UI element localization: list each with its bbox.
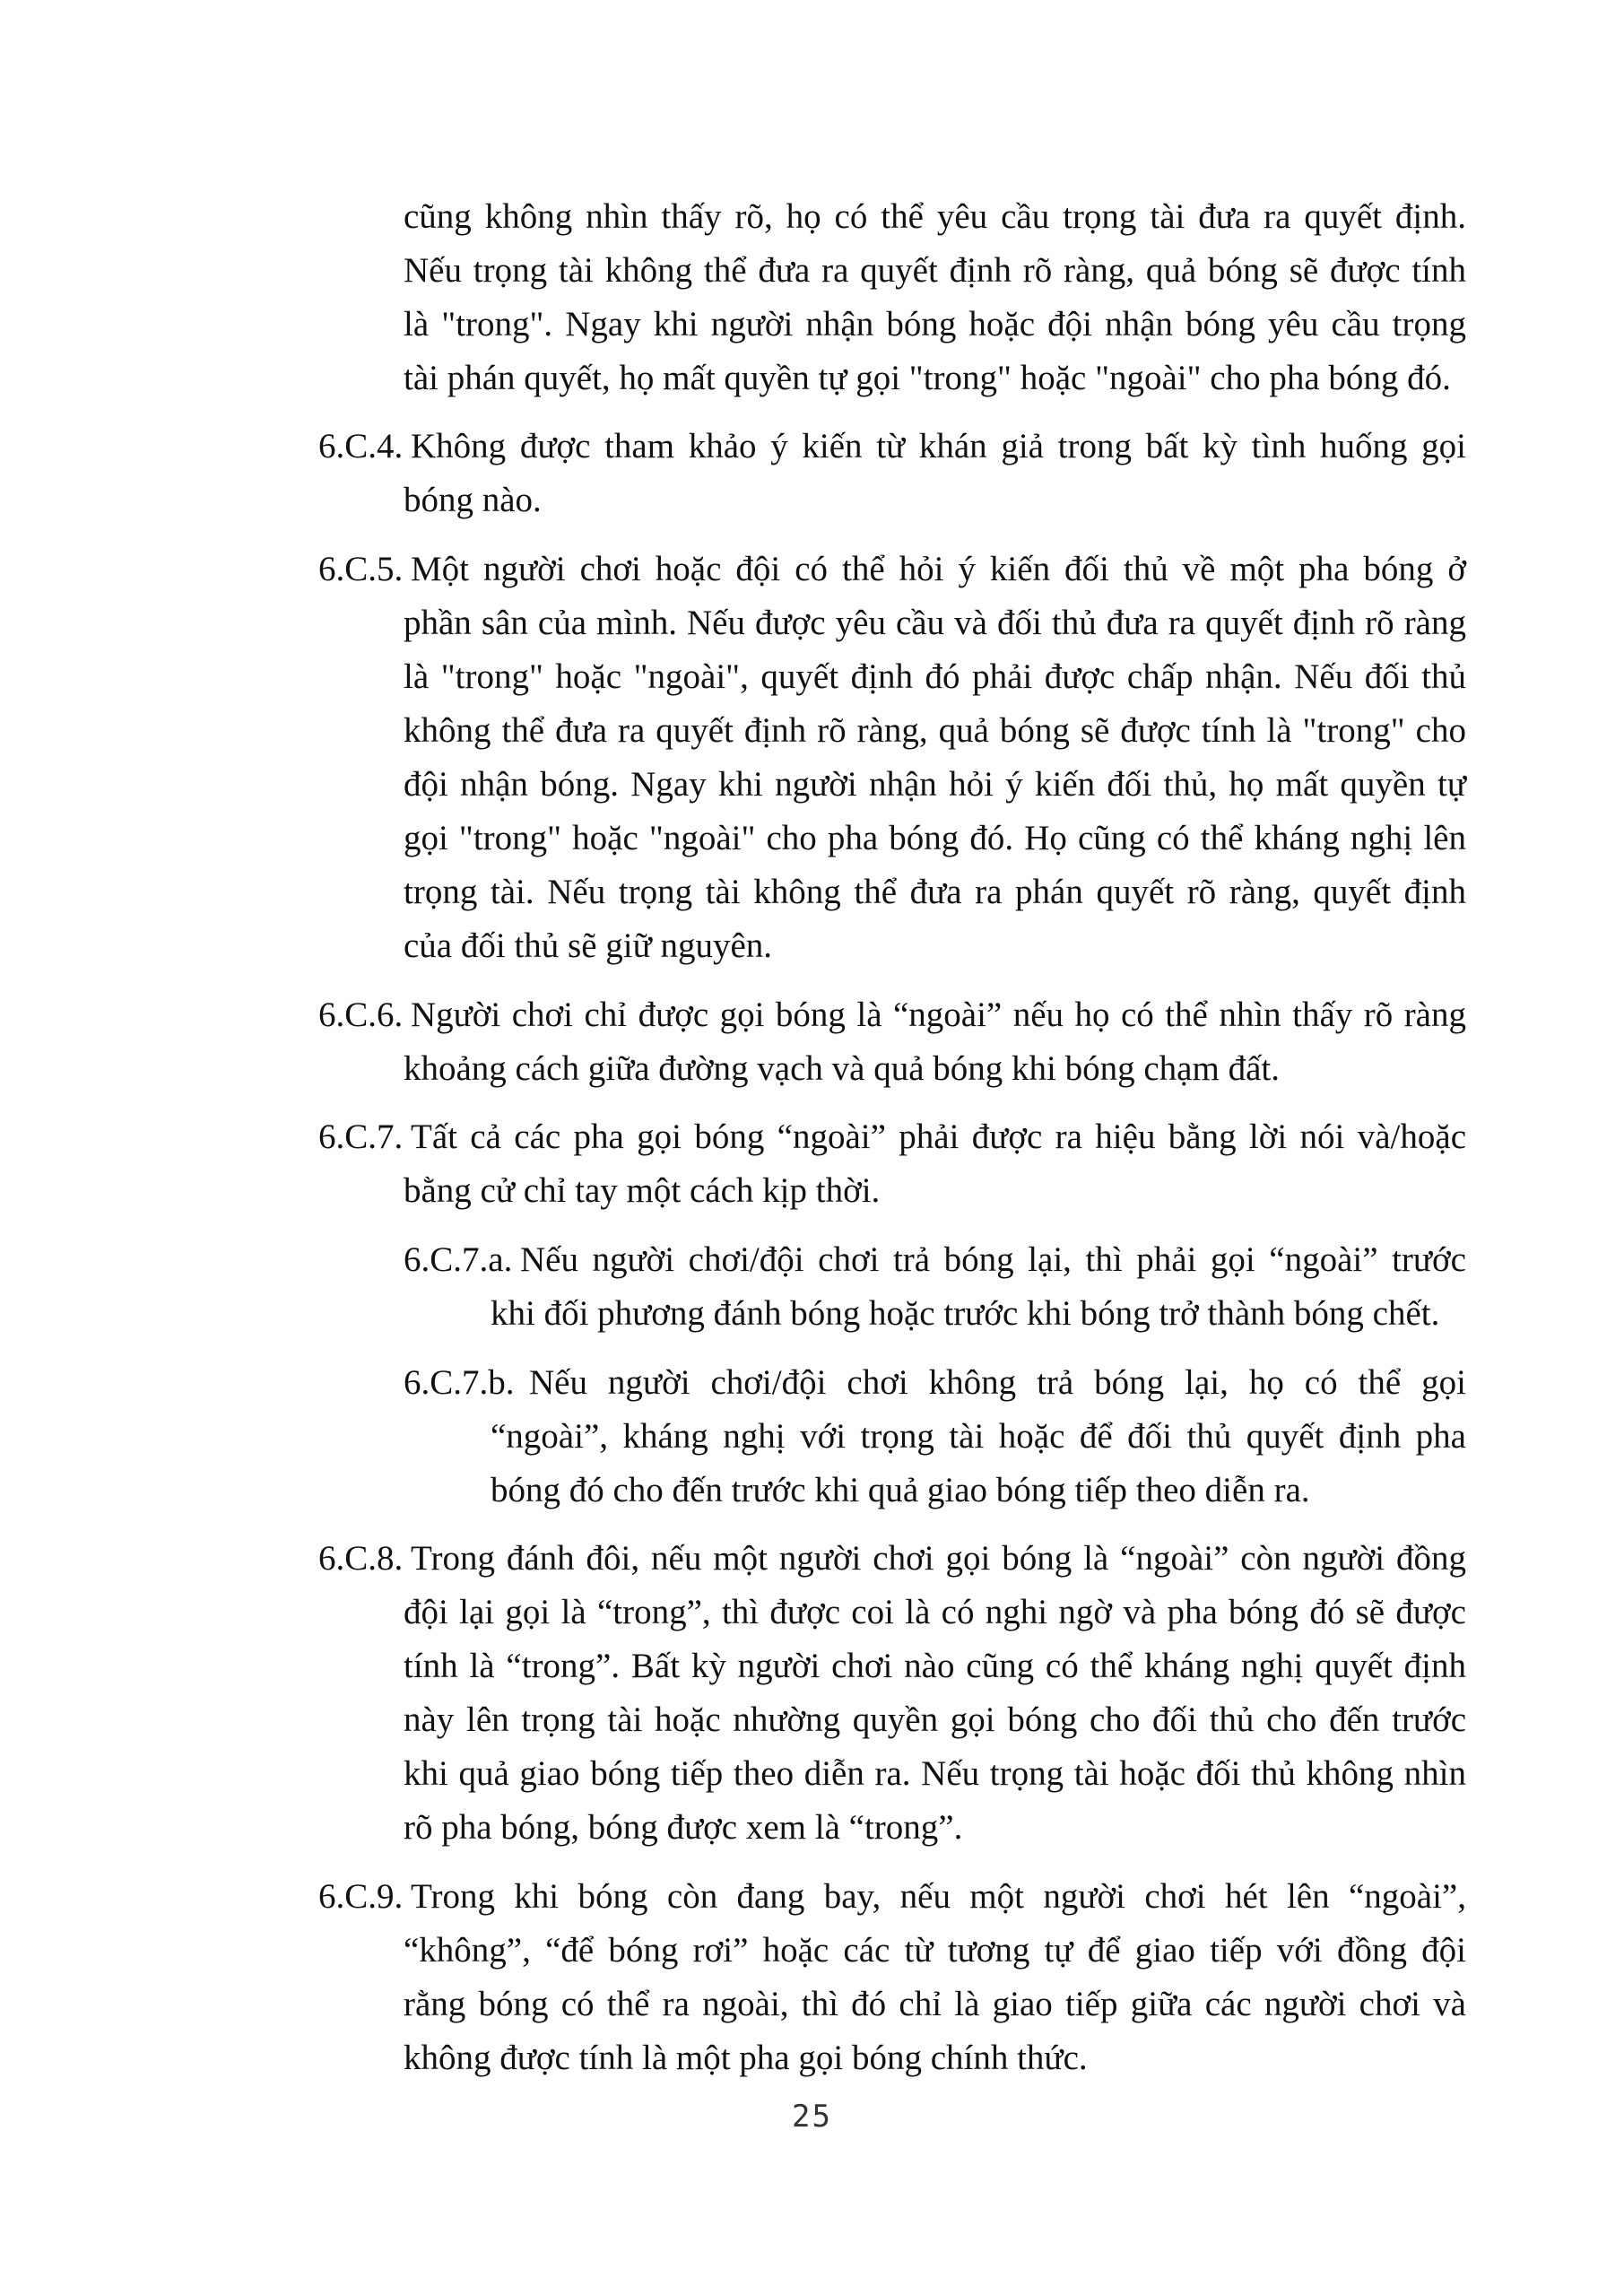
text-line: là "trong" hoặc "ngoài", quyết định đó phải được chấp nhận. Nếu đối thủ (404, 657, 1466, 696)
text-line: phần sân của mình. Nếu được yêu cầu và đối thủ đưa ra quyết định rõ ràng (404, 604, 1466, 642)
text-line: không được tính là một pha gọi bóng chính thức. (404, 2039, 1088, 2077)
rule-label: 6.C.4. (318, 427, 404, 465)
text-line: khi đối phương đánh bóng hoặc trước khi bóng trở thành bóng chết. (491, 1294, 1440, 1333)
text-line: Nếu người chơi/đội chơi không trả bóng lại, họ có thể gọi (529, 1363, 1466, 1402)
text-line: là "trong". Ngay khi người nhận bóng hoặc đội nhận bóng yêu cầu trọng (404, 305, 1466, 344)
text-line: Nếu người chơi/đội chơi trả bóng lại, thì phải gọi “ngoài” trước (520, 1240, 1466, 1279)
text-line: Một người chơi hoặc đội có thể hỏi ý kiến đối thủ về một pha bóng ở (411, 550, 1466, 588)
text-line: Tất cả các pha gọi bóng “ngoài” phải được ra hiệu bằng lời nói và/hoặc (411, 1118, 1466, 1156)
subrule-label: 6.C.7.b. (404, 1363, 515, 1402)
rule-label: 6.C.8. (318, 1539, 404, 1578)
text-line: này lên trọng tài hoặc nhường quyền gọi bóng cho đối thủ cho đến trước (404, 1700, 1466, 1739)
rule-label: 6.C.5. (318, 550, 404, 588)
text-line: tài phán quyết, họ mất quyền tự gọi "trong" hoặc "ngoài" cho pha bóng đó. (404, 359, 1451, 397)
text-line: rằng bóng có thể ra ngoài, thì đó chỉ là giao tiếp giữa các người chơi và (404, 1985, 1466, 2023)
text-line: Người chơi chỉ được gọi bóng là “ngoài” nếu họ có thể nhìn thấy rõ ràng (411, 996, 1466, 1034)
text-line: đội lại gọi là “trong”, thì được coi là có nghi ngờ và pha bóng đó sẽ được (404, 1593, 1466, 1631)
text-line: không thể đưa ra quyết định rõ ràng, quả bóng sẽ được tính là "trong" cho (404, 711, 1466, 750)
text-line: bóng đó cho đến trước khi quả giao bóng tiếp theo diễn ra. (491, 1471, 1310, 1509)
text-line: tính là “trong”. Bất kỳ người chơi nào cũng có thể kháng nghị quyết định (404, 1647, 1466, 1685)
page-number: 25 (792, 2099, 832, 2135)
subrule-label: 6.C.7.a. (404, 1240, 513, 1279)
text-line: khoảng cách giữa đường vạch và quả bóng khi bóng chạm đất. (404, 1049, 1280, 1088)
rule-label: 6.C.7. (318, 1118, 404, 1156)
text-line: đội nhận bóng. Ngay khi người nhận hỏi ý kiến đối thủ, họ mất quyền tự (404, 765, 1466, 804)
text-line: khi quả giao bóng tiếp theo diễn ra. Nếu trọng tài hoặc đối thủ không nhìn (404, 1754, 1466, 1793)
text-line: Không được tham khảo ý kiến từ khán giả trong bất kỳ tình huống gọi (411, 427, 1466, 465)
text-line: Nếu trọng tài không thể đưa ra quyết định rõ ràng, quả bóng sẽ được tính (404, 251, 1466, 290)
text-line: của đối thủ sẽ giữ nguyên. (404, 926, 773, 965)
text-line: Trong khi bóng còn đang bay, nếu một người chơi hét lên “ngoài”, (411, 1877, 1466, 1916)
text-line: bóng nào. (404, 481, 542, 519)
rule-label: 6.C.9. (318, 1877, 404, 1916)
text-line: rõ pha bóng, bóng được xem là “trong”. (404, 1808, 963, 1847)
text-line: “không”, “để bóng rơi” hoặc các từ tương tự để giao tiếp với đồng đội (404, 1931, 1466, 1970)
text-line: cũng không nhìn thấy rõ, họ có thể yêu cầu trọng tài đưa ra quyết định. (404, 197, 1466, 236)
rule-label: 6.C.6. (318, 996, 404, 1034)
text-line: trọng tài. Nếu trọng tài không thể đưa ra phán quyết rõ ràng, quyết định (404, 873, 1466, 911)
text-line: Trong đánh đôi, nếu một người chơi gọi bóng là “ngoài” còn người đồng (411, 1539, 1466, 1578)
text-line: “ngoài”, kháng nghị với trọng tài hoặc để đối thủ quyết định pha (491, 1417, 1466, 1456)
text-line: bằng cử chỉ tay một cách kịp thời. (404, 1171, 881, 1210)
text-line: gọi "trong" hoặc "ngoài" cho pha bóng đó. Họ cũng có thể kháng nghị lên (404, 819, 1466, 857)
